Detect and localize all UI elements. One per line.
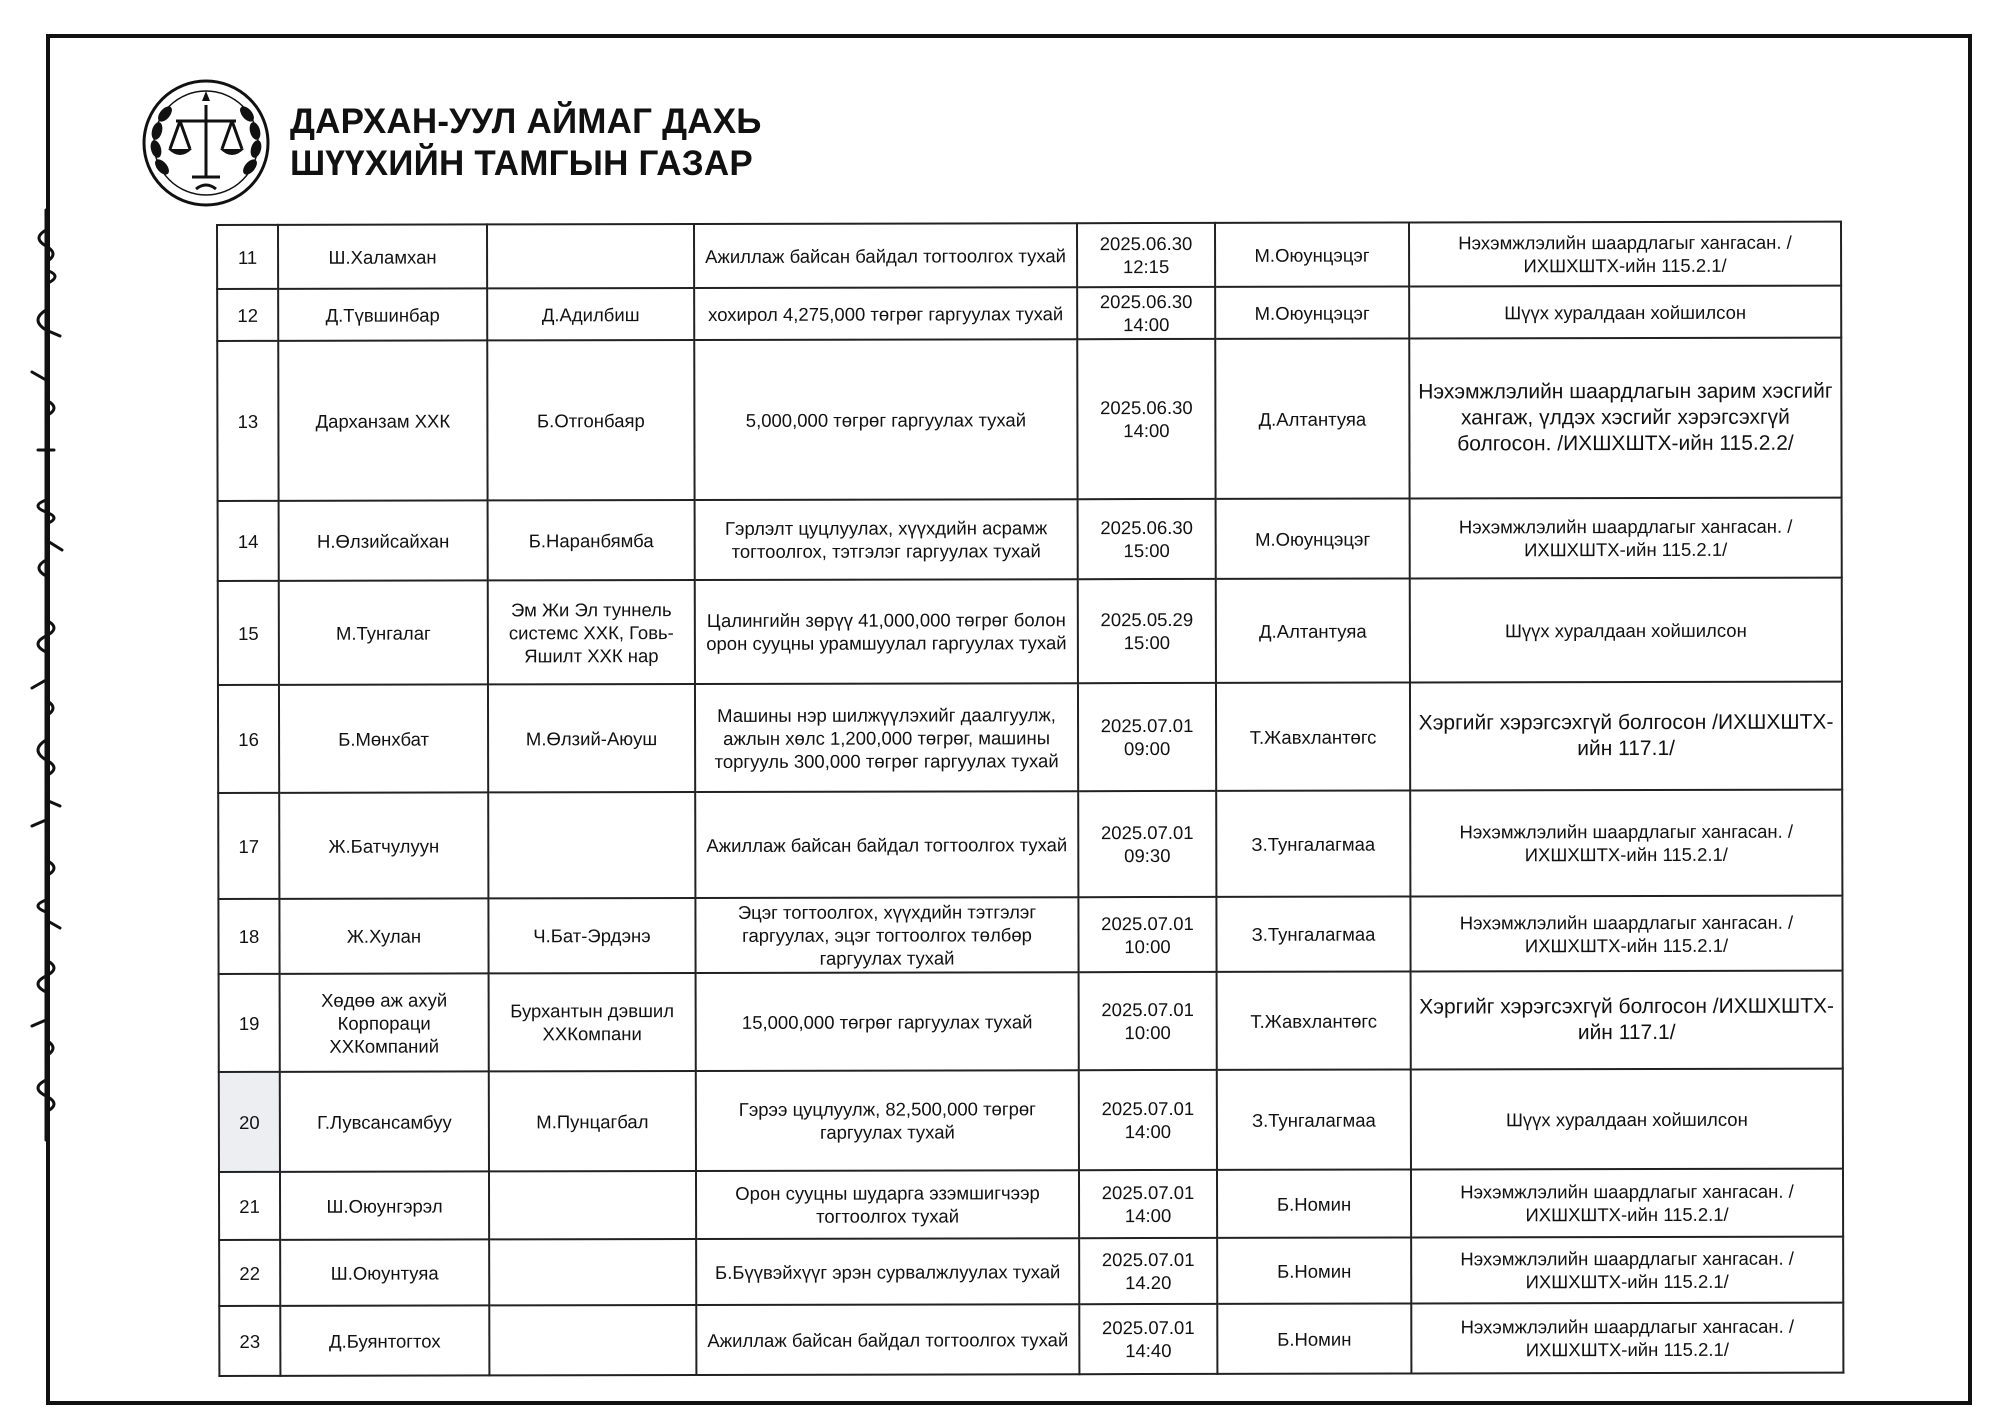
table-row bbox=[219, 1169, 1843, 1240]
result: Нэхэмжлэлийн шаардлагыг хангасан. /ИХШХШТХ-ийн 115.2.1/ bbox=[1411, 1303, 1843, 1374]
result: Шүүх хуралдаан хойшилсон bbox=[1411, 1069, 1843, 1170]
judge: Б.Номин bbox=[1217, 1237, 1411, 1303]
judge: М.Оюунцэцэг bbox=[1215, 287, 1409, 339]
claim: Б.Бүүвэйхүүг эрэн сурвалжлуулах тухай bbox=[696, 1238, 1079, 1305]
defendant bbox=[489, 1171, 696, 1239]
table-row bbox=[219, 1237, 1843, 1306]
court-cases-table bbox=[216, 221, 1844, 1377]
claim: Гэрлэлт цуцлуулах, хүүхдийн асрамж тогтоолгох, тэтгэлэг гаргуулах тухай bbox=[695, 499, 1078, 580]
defendant: Б.Отгонбаяр bbox=[487, 340, 694, 500]
case-number: 15 bbox=[218, 581, 279, 685]
case-number: 20 bbox=[219, 1072, 280, 1172]
defendant: Д.Адилбиш bbox=[487, 288, 694, 340]
claim: Гэрээ цуцлуулж, 82,500,000 төгрөг гаргуулах тухай bbox=[696, 1070, 1079, 1171]
hearing-datetime: 2025.06.30 14:00 bbox=[1077, 339, 1215, 499]
defendant bbox=[488, 792, 695, 898]
hearing-datetime: 2025.07.01 14:00 bbox=[1079, 1170, 1217, 1238]
claim: 5,000,000 төгрөг гаргуулах тухай bbox=[694, 339, 1077, 500]
plaintiff: Ш.Халамхан bbox=[278, 224, 487, 288]
judge: Д.Алтантуяа bbox=[1216, 579, 1410, 683]
plaintiff: Н.Өлзийсайхан bbox=[279, 500, 488, 580]
result: Хэргийг хэрэгсэхгүй болгосон /ИХШХШТХ-ийн 117.1/ bbox=[1410, 682, 1842, 791]
plaintiff: Ш.Оюунгэрэл bbox=[280, 1171, 489, 1239]
table-row bbox=[218, 896, 1842, 974]
defendant: Эм Жи Эл туннель системс ХХК, Говь-Яшилт ХХК нар bbox=[488, 580, 695, 684]
case-number: 23 bbox=[219, 1306, 280, 1376]
table-row bbox=[219, 1069, 1843, 1172]
case-number: 16 bbox=[218, 685, 279, 793]
case-number: 22 bbox=[219, 1240, 280, 1306]
plaintiff: М.Тунгалаг bbox=[279, 580, 488, 684]
defendant: М.Өлзий-Аюуш bbox=[488, 684, 695, 792]
case-number: 14 bbox=[218, 501, 279, 581]
claim: Цалингийн зөрүү 41,000,000 төгрөг болон орон сууцны урамшуулал гаргуулах тухай bbox=[695, 579, 1078, 684]
plaintiff: Ш.Оюунтуяа bbox=[280, 1239, 489, 1305]
judge: Т.Жавхлантөгс bbox=[1216, 683, 1410, 791]
plaintiff: Б.Мөнхбат bbox=[279, 684, 488, 792]
table-row bbox=[218, 498, 1842, 581]
table-row bbox=[217, 338, 1841, 501]
result: Нэхэмжлэлийн шаардлагыг хангасан. /ИХШХШТХ-ийн 115.2.1/ bbox=[1411, 1237, 1843, 1304]
hearing-datetime: 2025.07.01 14:00 bbox=[1079, 1070, 1217, 1170]
organization-name-line2: ШҮҮХИЙН ТАМГЫН ГАЗАР bbox=[290, 144, 753, 183]
table-row bbox=[218, 578, 1842, 685]
hearing-datetime: 2025.06.30 14:00 bbox=[1077, 287, 1215, 339]
table-row bbox=[218, 682, 1842, 793]
judge: Т.Жавхлантөгс bbox=[1217, 971, 1411, 1069]
claim: Машины нэр шилжүүлэхийг даалгуулж, ажлын хөлс 1,200,000 төгрөг, машины торгууль 300,000 төгрөг гаргуулах тухай bbox=[695, 683, 1078, 792]
defendant: М.Пунцагбал bbox=[489, 1071, 696, 1171]
plaintiff: Д.Буянтогтох bbox=[280, 1305, 489, 1375]
case-number: 18 bbox=[218, 899, 279, 974]
claim: Орон сууцны шударга эзэмшигчээр тогтоолгох тухай bbox=[696, 1170, 1079, 1239]
hearing-datetime: 2025.07.01 10:00 bbox=[1078, 897, 1216, 972]
result: Нэхэмжлэлийн шаардлагын зарим хэсгийг хангаж, үлдэх хэсгийг хэрэгсэхгүй болгосон. /ИХШХШТХ-ийн 115.2.2/ bbox=[1409, 338, 1841, 499]
defendant: Ч.Бат-Эрдэнэ bbox=[488, 898, 695, 973]
judge: Д.Алтантуяа bbox=[1215, 339, 1409, 499]
organization-name bbox=[290, 101, 762, 185]
organization-name-line1: ДАРХАН-УУЛ АЙМАГ ДАХЬ bbox=[290, 102, 762, 141]
defendant: Б.Наранбямба bbox=[488, 500, 695, 580]
result: Нэхэмжлэлийн шаардлагыг хангасан. /ИХШХШТХ-ийн 115.2.1/ bbox=[1410, 896, 1842, 972]
table-row bbox=[217, 286, 1841, 341]
result: Нэхэмжлэлийн шаардлагыг хангасан. /ИХШХШТХ-ийн 115.2.1/ bbox=[1411, 1169, 1843, 1238]
judge: Б.Номин bbox=[1217, 1303, 1411, 1373]
judge: М.Оюунцэцэг bbox=[1216, 499, 1410, 579]
hearing-datetime: 2025.06.30 12:15 bbox=[1077, 223, 1215, 287]
claim: Эцэг тогтоолгох, хүүхдийн тэтгэлэг гаргуулах, эцэг тогтоолгох төлбөр гаргуулах тухай bbox=[695, 897, 1078, 973]
plaintiff: Дарханзам ХХК bbox=[278, 340, 487, 500]
table-row bbox=[219, 971, 1843, 1072]
result: Нэхэмжлэлийн шаардлагыг хангасан. /ИХШХШТХ-ийн 115.2.1/ bbox=[1410, 790, 1842, 897]
hearing-datetime: 2025.07.01 09:30 bbox=[1078, 791, 1216, 897]
defendant bbox=[489, 1305, 696, 1375]
result: Шүүх хуралдаан хойшилсон bbox=[1409, 286, 1841, 339]
judge: М.Оюунцэцэг bbox=[1215, 223, 1409, 287]
page-header bbox=[140, 78, 762, 208]
result: Шүүх хуралдаан хойшилсон bbox=[1410, 578, 1842, 683]
table-row bbox=[219, 1303, 1843, 1376]
mongolian-vertical-script-icon bbox=[0, 200, 86, 1150]
result: Хэргийг хэрэгсэхгүй болгосон /ИХШХШТХ-ийн 117.1/ bbox=[1411, 971, 1843, 1070]
judge: Б.Номин bbox=[1217, 1169, 1411, 1237]
hearing-datetime: 2025.07.01 09:00 bbox=[1078, 683, 1216, 791]
defendant: Бурхантын дэвшил ХХКомпани bbox=[489, 973, 696, 1071]
court-scales-emblem-icon bbox=[140, 77, 272, 209]
case-number: 19 bbox=[219, 974, 280, 1072]
judge: З.Тунгалагмаа bbox=[1217, 1069, 1411, 1169]
defendant bbox=[487, 224, 694, 288]
claim: Ажиллаж байсан байдал тогтоолгох тухай bbox=[694, 223, 1077, 288]
result: Нэхэмжлэлийн шаардлагыг хангасан. /ИХШХШТХ-ийн 115.2.1/ bbox=[1409, 222, 1841, 287]
plaintiff: Г.Лувсансамбуу bbox=[280, 1071, 489, 1171]
case-number: 12 bbox=[217, 289, 278, 341]
result: Нэхэмжлэлийн шаардлагыг хангасан. /ИХШХШТХ-ийн 115.2.1/ bbox=[1410, 498, 1842, 579]
defendant bbox=[489, 1239, 696, 1305]
plaintiff: Ж.Хулан bbox=[279, 898, 488, 973]
case-number: 21 bbox=[219, 1172, 280, 1240]
court-cases-table-wrapper bbox=[216, 221, 1842, 1367]
plaintiff: Ж.Батчулуун bbox=[279, 792, 488, 898]
hearing-datetime: 2025.05.29 15:00 bbox=[1078, 579, 1216, 683]
hearing-datetime: 2025.07.01 14.20 bbox=[1079, 1238, 1217, 1304]
plaintiff: Д.Түвшинбар bbox=[278, 288, 487, 340]
judge: З.Тунгалагмаа bbox=[1216, 791, 1410, 897]
claim: хохирол 4,275,000 төгрөг гаргуулах тухай bbox=[694, 287, 1077, 340]
case-number: 11 bbox=[217, 225, 278, 289]
plaintiff: Хөдөө аж ахуй Корпораци ХХКомпаний bbox=[280, 973, 489, 1071]
claim: 15,000,000 төгрөг гаргуулах тухай bbox=[696, 972, 1079, 1071]
hearing-datetime: 2025.07.01 14:40 bbox=[1079, 1304, 1217, 1374]
claim: Ажиллаж байсан байдал тогтоолгох тухай bbox=[696, 1304, 1079, 1375]
table-row bbox=[218, 790, 1842, 899]
hearing-datetime: 2025.07.01 10:00 bbox=[1079, 972, 1217, 1070]
table-row bbox=[217, 222, 1841, 289]
claim: Ажиллаж байсан байдал тогтоолгох тухай bbox=[695, 791, 1078, 898]
judge: З.Тунгалагмаа bbox=[1216, 896, 1410, 971]
case-number: 13 bbox=[217, 341, 278, 501]
case-number: 17 bbox=[218, 793, 279, 899]
hearing-datetime: 2025.06.30 15:00 bbox=[1078, 499, 1216, 579]
